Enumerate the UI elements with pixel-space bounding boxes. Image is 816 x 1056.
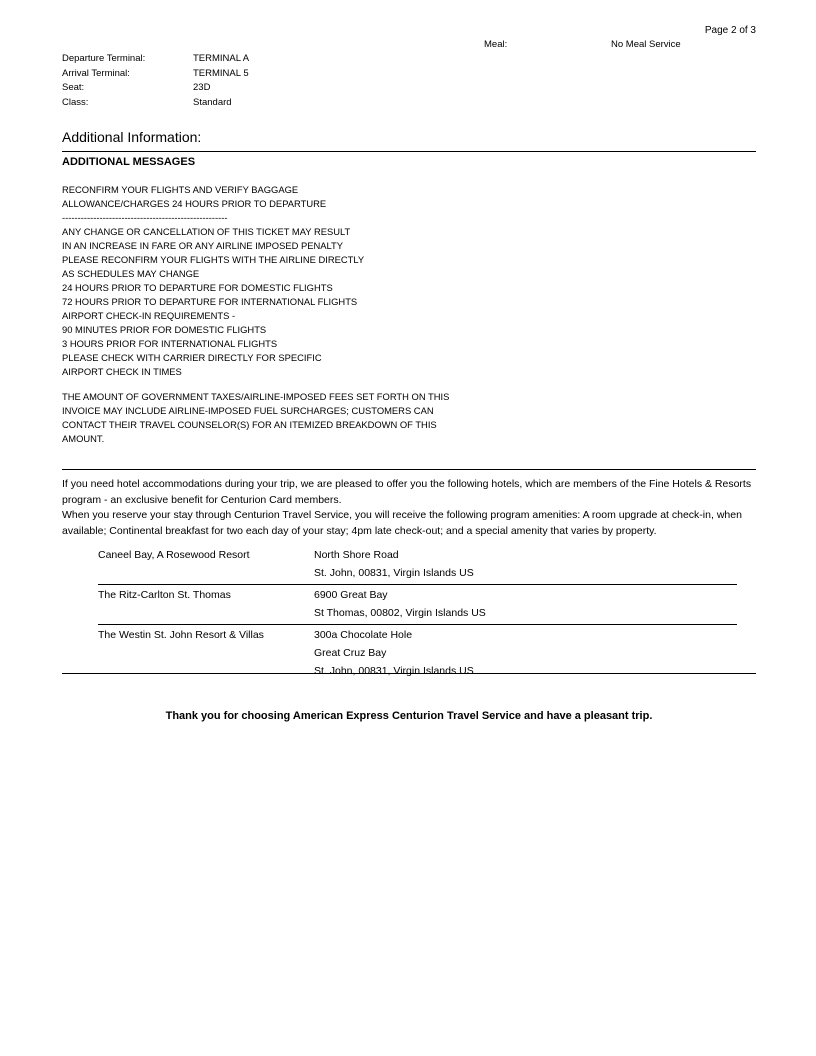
hotel-amenities-paragraph: When you reserve your stay through Centurion Travel Service, you will receive the following program amenities: A room upgrade at check-in, when available; Continental breakfast for two each day of your stay; 4pm late check-out; and a special amenity that varies by property.	[62, 509, 742, 537]
hotel-address-line: 6900 Great Bay	[314, 589, 388, 601]
section-divider	[62, 151, 756, 152]
hotel-name: The Westin St. John Resort & Villas	[98, 629, 264, 641]
page-number: Page 2 of 3	[704, 25, 756, 36]
hotel-name: The Ritz-Carlton St. Thomas	[98, 589, 231, 601]
hotel-address-line: 300a Chocolate Hole	[314, 629, 413, 641]
meal-value: No Meal Service	[611, 39, 681, 50]
section-divider	[62, 673, 756, 674]
additional-info-title: Additional Information:	[62, 129, 202, 145]
hotel-address	[314, 546, 737, 582]
hotel-address-line: St. John, 00831, Virgin Islands US	[314, 665, 474, 677]
messages-block-taxes: THE AMOUNT OF GOVERNMENT TAXES/AIRLINE-IMPOSED FEES SET FORTH ON THIS INVOICE MAY INCLUDE AIRLINE-IMPOSED FUEL SURCHARGES; CUSTOMERS CAN CONTACT THEIR TRAVEL COUNSELOR(S) FOR AN ITEMIZED BREAKDOWN OF THIS AMOUNT.	[62, 391, 450, 444]
detail-row	[62, 96, 362, 111]
hotel-address	[314, 586, 737, 622]
section-divider	[62, 469, 756, 470]
meal-label: Meal:	[484, 39, 508, 50]
detail-value: 23D	[193, 82, 211, 93]
detail-row	[62, 67, 362, 82]
hotel-intro-paragraph: If you need hotel accommodations during your trip, we are pleased to offer you the following hotels, which are members of the Fine Hotels & Resorts program - an exclusive benefit for Centurion Card members.	[62, 478, 752, 506]
hotel-address-line: Great Cruz Bay	[314, 647, 387, 659]
detail-row	[62, 52, 362, 67]
hotel-address-line: St Thomas, 00802, Virgin Islands US	[314, 607, 486, 619]
hotel-row	[98, 585, 737, 625]
additional-messages-title: ADDITIONAL MESSAGES	[62, 156, 196, 168]
hotel-name: Caneel Bay, A Rosewood Resort	[98, 549, 250, 561]
hotel-address-line: St. John, 00831, Virgin Islands US	[314, 567, 474, 579]
detail-label: Seat:	[62, 82, 85, 93]
detail-value: TERMINAL 5	[193, 67, 249, 79]
flight-details	[62, 52, 362, 110]
closing-message: Thank you for choosing American Express Centurion Travel Service and have a pleasant trip.	[165, 710, 653, 722]
detail-value: Standard	[193, 96, 232, 108]
detail-value: TERMINAL A	[193, 53, 250, 64]
hotel-intro	[62, 477, 756, 539]
detail-label: Arrival Terminal:	[62, 67, 130, 79]
hotel-address-line: North Shore Road	[314, 549, 399, 561]
hotel-row	[98, 545, 737, 585]
detail-label: Departure Terminal:	[62, 53, 146, 64]
messages-block: RECONFIRM YOUR FLIGHTS AND VERIFY BAGGAGE ALLOWANCE/CHARGES 24 HOURS PRIOR TO DEPARTURE ----------------------------------------------------- ANY CHANGE OR CANCELLATION OF THIS TICKET MAY RESULT IN AN INCREASE IN FARE OR ANY AIRLINE IMPOSED PENALTY PLEASE RECONFIRM YOUR FLIGHTS WITH THE AIRLINE DIRECTLY AS SCHEDULES MAY CHANGE 24 HOURS PRIOR TO DEPARTURE FOR DOMESTIC FLIGHTS 72 HOURS PRIOR TO DEPARTURE FOR INTERNATIONAL FLIGHTS AIRPORT CHECK-IN REQUIREMENTS - 90 MINUTES PRIOR FOR DOMESTIC FLIGHTS 3 HOURS PRIOR FOR INTERNATIONAL FLIGHTS PLEASE CHECK WITH CARRIER DIRECTLY FOR SPECIFIC AIRPORT CHECK IN TIMES	[62, 184, 365, 377]
hotel-address	[314, 626, 737, 680]
hotel-list	[98, 545, 737, 682]
detail-label: Class:	[62, 96, 89, 108]
detail-row	[62, 81, 362, 96]
